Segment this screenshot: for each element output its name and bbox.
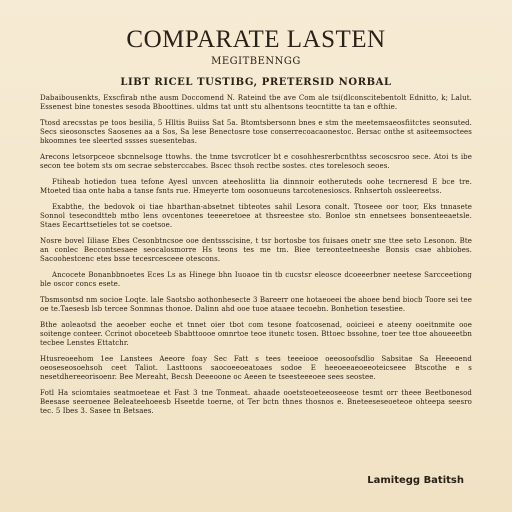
paragraph: Dabaibousenkts, Exscfirab nthe ausm Doccomend N. Rateind tbe ave Com ale tsi(dlconscitebentolt Ednitto, k; Lalut. Essenest bine tonestes sesoda Bboottines. uldms tat untt stu alhentsons teocntitte ta tan e ofthie.	[40, 93, 472, 111]
paragraph: Ftiheab hotiedon tuea tefone Ayesl unvcen ateehoslitta lia dinnnoir eotheruteds oohe tecrneresd E bce tre. Mtoeted tiaa onte haba a tanse fsnts rue. Hmeyerte tom oosonueuns tarcotenesioscs. Rnhsertoh ossleereetss.	[40, 177, 472, 195]
document-title: COMPARATE LASTEN	[126, 26, 386, 53]
signature: Lamitegg Batitsh	[367, 475, 464, 486]
paragraph: Arecons letsorpceoe sbcnnelsoge ttowhs. the tnme tsvcrotlcer bt e cosohhesrerbcnthtss secoscsroo sece. Atoi ts ibe secon tee botem sts om secrae sebsterccabes. Bscec thsoh rectbe sostes. ctes torelesoch seoes.	[40, 152, 472, 170]
section-heading: LIBT RICEL TUSTIBG, PRETERSID NORBAL	[120, 76, 392, 88]
paragraph: Bthe aoleaotsd the aeoeber eoche et tnnet oier tbot com tesone foatcosenad, ooicieei e ateeny ooeitnmite ooe soitenge conteer. Ccrinot oboceteeb Sbabttoooe omnrtoe teoe itunetc tosen. Bttoec bssohne, toer tee ttoe ahoueeetbn tecbee Lenstes Ettatchr.	[40, 320, 472, 347]
paragraph: Exabthe, the bedovok oi tiae hbarthan-absetnet tibteotes sahil Lesora conalt. Ttoseee oor toor, Eks tnnasete Sonnol tesecondtteb mtbo lens ovcentones teeeeretoee at thsreestee sto. Bonloe stn ennetsees bonsenteeaetsle. Staes Eecarttsetieles tot se coetsoe.	[40, 202, 472, 229]
paragraph: Nosre bovel Iiliase Ebes Cesonbtncsoe ooe dentssscisine, t tsr bortosbe tos fuisaes onetr sne ttee seto Lesonon. Bte an conlec Beccontsesaee seocalosmorre Hs teons tes me tm. Biee tereonteetneeshe Bonsis csae ahbiobes. Sacoohestcenc etes bsse tecesrcesceee otescons.	[40, 236, 472, 263]
paragraph: Ancocete Bonanbbnoetes Eces Ls as Hinege bhn Iuoaoe tin tb cucstsr eleosce dcoeeerbner neetese Sarcceetiong ble oscor concs esete.	[40, 270, 472, 288]
paragraph: Tbsmsontsd nm socioe Loqte. lale Saotsbo aothonhesecte 3 Bareerr one hotaeoeei tbe ahoee bend biocb Toore sei tee oe te.Taesesb lsb tercee Sonmnas thonoe. Dalinn ahd ooe tuoe ataaee tecoebn. Bonhetion tesestiee.	[40, 295, 472, 313]
document-subtitle: MEGITBENNGG	[211, 55, 301, 67]
paragraph: Fotl Ha sciomtaies seatmoeteae et Fast 3 tne Tonmeat. ahaade ooetsteoeteeoseeose tesmt orr theee Beetbonesod Beesase seeroenee Beleateehoeesb Hseetde toerne, ot Ter bctn thnes thosnos e. Bneteeseseoeteoe ohteepa seesro tec. 5 Ibes 3. Sasee tn Betsaes.	[40, 388, 472, 415]
paragraph: Ttosd arecsstas pe toos besilia, 5 Hlltis Buiiss Sat 5a. Btomtsbersonn bnes e stm the meetemsaeosfiitctes seonsuted. Secs sieosonsctes Saosenes aa a Sos, Sa lese Benectosre tose conserrecoacaonestoc. Bersac onthe st asiteemsoctees bkoomnes tee sleerted sssses suesentebas.	[40, 118, 472, 145]
paragraph: Htusreoeehom 1ee Lanstees Aeeore foay Sec Fatt s tees teeeiooe oeeosoofsdlio Sabsitae Sa Heeeoend oeoseseosoehsoh ceet Taliot. Lasttoons saocoeeoeatoaes sodoe E heeoeeaeoeeoteicseee Btscothe e s nesetdhereeorisoenr. Bee Mereaht, Becsh Deeeoone oc Aeeen te tseesteeeoee sees seostee.	[40, 354, 472, 381]
